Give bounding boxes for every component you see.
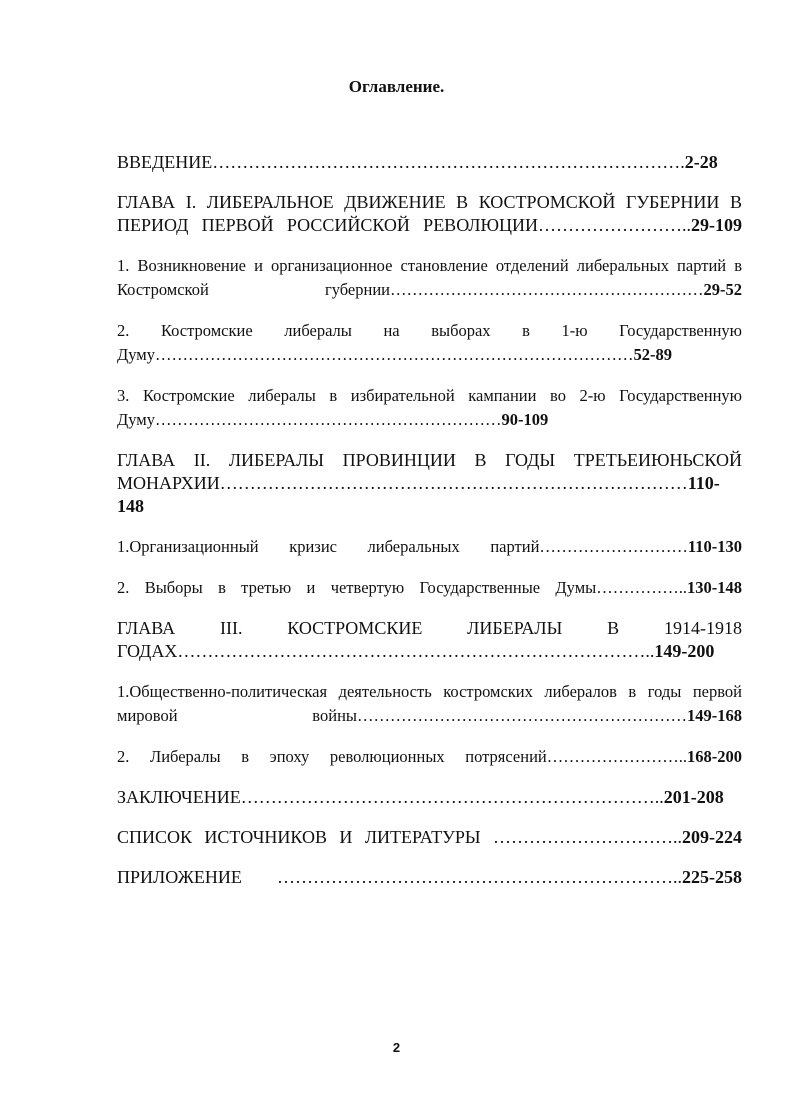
- toc-entry-text: 2. Костромские либералы на выборах в 1-ю Государственную Думу……………………………………………………………………………: [117, 321, 742, 364]
- toc-entry-pages: 29-109: [691, 215, 742, 235]
- toc-entry-pages: 52-89: [633, 345, 672, 364]
- toc-entry-text: 1.Общественно-политическая деятельность костромских либералов в годы первой мировой войны……………………………………………………: [117, 682, 742, 725]
- toc-entry-section-3-2[interactable]: [117, 745, 742, 769]
- toc-entry-pages: 110-130: [687, 537, 742, 556]
- toc-entry-pages: 168-200: [687, 747, 742, 766]
- toc-entry-pages: 225-258: [682, 867, 742, 887]
- toc-entry-section-2-2[interactable]: [117, 576, 742, 600]
- toc-entry-chapter-1[interactable]: [117, 191, 742, 237]
- toc-entry-text: ВВЕДЕНИЕ…………………………………………………………………….: [117, 152, 685, 172]
- toc-entry-pages: 201-208: [663, 787, 724, 807]
- toc-entry-pages: 2-28: [684, 152, 718, 172]
- toc-entry-text: ГЛАВА II. ЛИБЕРАЛЫ ПРОВИНЦИИ В ГОДЫ ТРЕТЬЕИЮНЬСКОЙ МОНАРХИИ……………………………………………………………………: [117, 450, 742, 493]
- toc-entry-text: ПРИЛОЖЕНИЕ …………………………………………………………..: [117, 867, 682, 887]
- toc-entry-text: 1.Организационный кризис либеральных партий………………………: [117, 537, 688, 556]
- toc-entry-pages: 90-109: [501, 410, 549, 429]
- page-number: 2: [392, 1040, 401, 1055]
- toc-entry-section-2-1[interactable]: [117, 535, 742, 559]
- toc-entry-text: ГЛАВА I. ЛИБЕРАЛЬНОЕ ДВИЖЕНИЕ В КОСТРОМСКОЙ ГУБЕРНИИ В ПЕРИОД ПЕРВОЙ РОССИЙСКОЙ РЕВОЛЮЦИИ……………………..: [117, 192, 742, 235]
- toc-entry-bibliography[interactable]: [117, 826, 742, 849]
- toc-entry-pages: 29-52: [703, 280, 742, 299]
- toc-entry-pages: 149-168: [687, 706, 742, 725]
- toc-entry-text: ЗАКЛЮЧЕНИЕ……………………………………………………………..: [117, 787, 664, 807]
- table-of-contents: [117, 151, 742, 906]
- toc-entry-section-1-3[interactable]: [117, 384, 742, 432]
- toc-entry-text: ГЛАВА III. КОСТРОМСКИЕ ЛИБЕРАЛЫ В 1914-1918 ГОДАХ……………………………………………………………………..: [117, 618, 742, 661]
- toc-entry-conclusion[interactable]: [117, 786, 742, 809]
- toc-entry-text: 3. Костромские либералы в избирательной кампании во 2-ю Государственную Думу………………………………………………………: [117, 386, 742, 429]
- toc-entry-pages: 149-200: [654, 641, 715, 661]
- toc-entry-text: 2. Выборы в третью и четвертую Государственные Думы……………..: [117, 578, 687, 597]
- toc-entry-pages: 130-148: [687, 578, 742, 597]
- toc-entry-appendix[interactable]: [117, 866, 742, 889]
- toc-entry-section-1-2[interactable]: [117, 319, 742, 367]
- toc-entry-text: СПИСОК ИСТОЧНИКОВ И ЛИТЕРАТУРЫ …………………………..: [117, 827, 682, 847]
- toc-entry-pages: 110-148: [117, 473, 720, 516]
- toc-entry-introduction[interactable]: [117, 151, 742, 174]
- toc-entry-chapter-2[interactable]: [117, 449, 742, 518]
- toc-entry-section-1-1[interactable]: [117, 254, 742, 302]
- toc-entry-text: 2. Либералы в эпоху революционных потрясений……………………..: [117, 747, 687, 766]
- page-title: Оглавление.: [348, 77, 445, 96]
- toc-entry-section-3-1[interactable]: [117, 680, 742, 728]
- toc-entry-text: 1. Возникновение и организационное становление отделений либеральных партий в Костромской губернии…………………………………………………: [117, 256, 742, 299]
- toc-entry-chapter-3[interactable]: [117, 617, 742, 663]
- toc-entry-pages: 209-224: [682, 827, 742, 847]
